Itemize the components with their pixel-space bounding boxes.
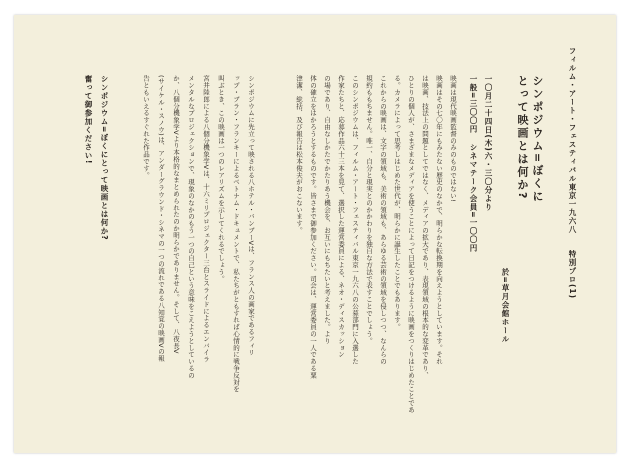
title-line-2: とって映画とは何か?: [516, 75, 529, 201]
body-line: ひとりの個人が、さまざまなメディアを使うことによって日記をつけるように映画をつくりはじめたことであ: [407, 75, 415, 414]
screening-notice: [129, 75, 254, 397]
price-general: 一般=三〇〇円: [469, 75, 478, 134]
body-line: は映画、技法上の問題としてではなく、メディアの拡大であり、表現領域の根本的な変革であり、: [421, 75, 429, 379]
notice-line: 叫ぶとき、この映画は一つのレアリズムを示してくれるでしょう。: [217, 75, 225, 282]
festival-name: フィルム・アート・フェスティバル東京一九六八: [568, 47, 577, 234]
notice-line: 宮井陸郎による八個分機象学Vは、十六ミリプロジェクター三台とスライドによるエンバイラ: [202, 75, 210, 363]
body-line: 映画は現代映画監督のみのものではない!: [449, 75, 457, 203]
price: [470, 75, 478, 253]
closing-line-2: 奮って御参加ください!: [84, 75, 93, 165]
venue: 於=草月会館ホール: [501, 268, 510, 344]
program-number: 特別プロ(1): [568, 250, 577, 300]
notice-line: 告ともいえるすぐれた作品です。: [142, 75, 150, 179]
notice-line: か、八個分機象学Vより本格的なまとめられたのか明らかでありません。そして、八夜長V: [172, 75, 180, 354]
body-line: 津潔、総括、及び報告は松本俊夫がおこないます。: [295, 75, 303, 234]
body-line: 作家たちと、応募作品六十三本を見て、選択した運営委員による、ネオ・ディスカッション: [337, 75, 345, 358]
body-line: る。カメラによって思考しはじめた世代が、明らかに誕生したことでもあります。: [393, 75, 401, 331]
title-line-1: シンポジウム=ぼくに: [531, 75, 544, 204]
flyer-sheet: [14, 15, 616, 453]
body-line: 映画はその七〇年にもみたない歴史のなかで、明らかな転換期を向えようとしています。それ: [435, 75, 443, 365]
body-line: の場であり、自由なしかたでかたりあう機会を、お互いにもちたいと考えました。より: [323, 75, 331, 345]
notice-line: (サイケル・スノウ)は、アンダーグラウンド・シネマの一つの流れである八知覚の映画Vの報: [157, 75, 165, 362]
price-member: シネマテーク会員=一〇〇円: [469, 143, 478, 253]
intro-text: [281, 75, 457, 414]
header: [569, 47, 577, 392]
notice-line: メンタルなプロジェクションで、現象のなかのもう一つの自己という意味をこえようとしているの: [187, 75, 195, 379]
body-line: 体の確立をはかろうとするものです。皆さまで御参加ください。司会は、運営委員の一人である粟: [309, 75, 317, 379]
closing-line-1: シンポジウム=ぼくにとって映画とは何か?: [100, 75, 109, 241]
schedule: 一〇月二十四日(木)六・三〇分より: [484, 75, 493, 212]
notice-line: ップ・ブラン・フランキーによるベトナム・ドキュメントで、私たちがともすれば心情的に戦争反対を: [232, 75, 240, 393]
body-line: これからの映画は、文字の領域も、美術の領域も、あらゆる芸術の領域を侵しつつ、なんらの: [379, 75, 387, 365]
body-line: 規約ももちません。唯一、自分と現実とのかかわりを独自な方法で表すことでしょう。: [365, 75, 373, 345]
body-line: このシンポジウムは、フィルム・アート・フェスティバル東京一九六八の公募部門に入選した: [351, 75, 359, 365]
notice-line: シンポジウムに先立って映される八ホテル・バンブーVは、フランス人の画家であるフィリ: [247, 75, 255, 356]
